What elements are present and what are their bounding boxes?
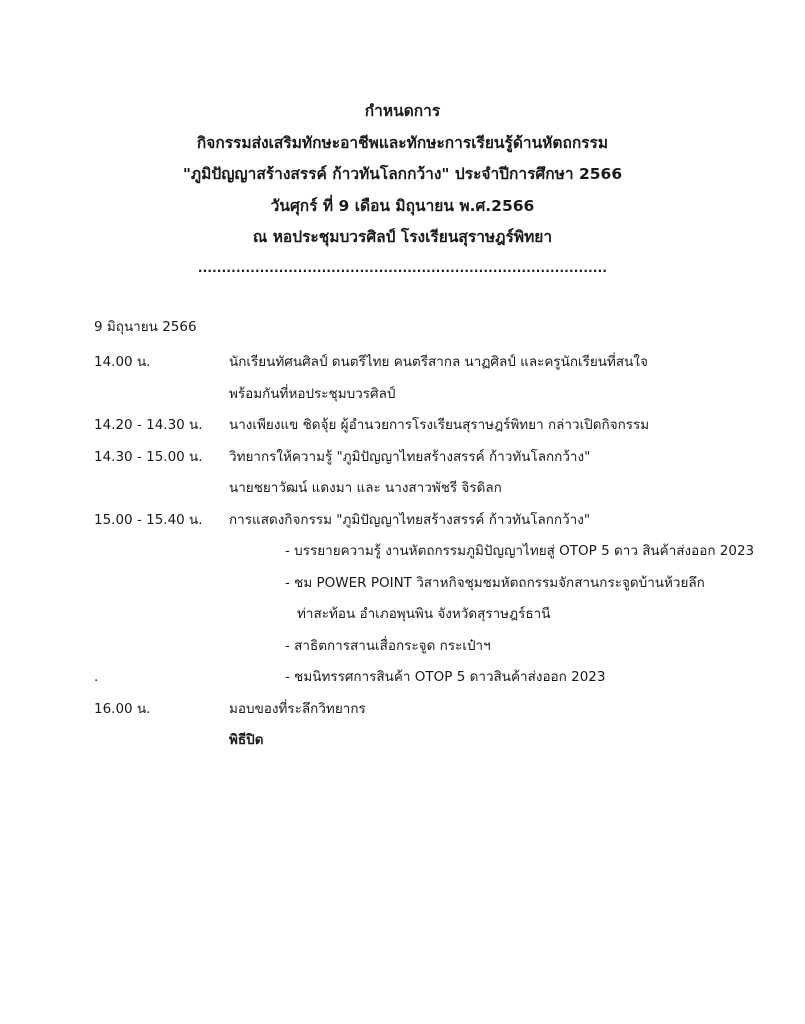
schedule-date: 9 มิถุนายน 2566 bbox=[94, 319, 197, 335]
schedule-details bbox=[229, 347, 774, 410]
schedule-sub-item: - ชมนิทรรศการสินค้า OTOP 5 ดาวสินค้าส่งออก 2023 bbox=[285, 669, 606, 685]
schedule-details bbox=[229, 694, 774, 757]
document-header bbox=[0, 96, 805, 280]
schedule-time: 14.30 - 15.00 น. bbox=[94, 448, 203, 465]
schedule-time: 15.00 - 15.40 น. bbox=[94, 511, 203, 528]
schedule-row bbox=[94, 505, 774, 694]
header-activity: กิจกรรมส่งเสริมทักษะอาชีพและทักษะการเรียนรู้ด้านหัตถกรรม bbox=[196, 133, 609, 152]
schedule-details bbox=[229, 442, 774, 505]
schedule-sub-item-continuation: ท่าสะท้อน อำเภอพุนพิน จังหวัดสุราษฎร์ธานี bbox=[297, 606, 551, 622]
schedule-sub-item: - บรรยายความรู้ งานหัตถกรรมภูมิปัญญาไทยสู่ OTOP 5 ดาว สินค้าส่งออก 2023 bbox=[285, 543, 755, 559]
schedule-time: 16.00 น. bbox=[94, 700, 151, 717]
schedule-detail-line: พร้อมกันที่หอประชุมบวรศิลป์ bbox=[229, 385, 396, 402]
schedule-time: 14.00 น. bbox=[94, 354, 151, 370]
schedule-row bbox=[94, 442, 774, 505]
schedule-row bbox=[94, 347, 774, 410]
closing-ceremony: พิธีปิด bbox=[229, 732, 264, 748]
schedule-time: 14.20 - 14.30 น. bbox=[94, 417, 203, 433]
schedule-details bbox=[229, 410, 774, 442]
schedule-sub-item: - ชม POWER POINT วิสาหกิจชุมชมหัตถกรรมจักสานกระจูดบ้านห้วยลึก bbox=[285, 574, 705, 591]
schedule-detail-line: มอบของที่ระลึกวิทยากร bbox=[229, 700, 366, 717]
header-theme: "ภูมิปัญญาสร้างสรรค์ ก้าวทันโลกกว้าง" ประจำปีการศึกษา 2566 bbox=[182, 165, 623, 183]
schedule-row bbox=[94, 694, 774, 757]
schedule-row bbox=[94, 410, 774, 442]
schedule bbox=[94, 316, 774, 757]
header-divider-dots: ...................................................................................... bbox=[197, 260, 608, 275]
header-date: วันศุกร์ ที่ 9 เดือน มิถุนายน พ.ศ.2566 bbox=[270, 196, 535, 215]
header-title: กำหนดการ bbox=[364, 102, 441, 120]
schedule-detail-line: นางเพียงแข ชิดจุ้ย ผู้อำนวยการโรงเรียนสุราษฎร์พิทยา กล่าวเปิดกิจกรรม bbox=[229, 417, 650, 433]
schedule-detail-line: การแสดงกิจกรรม "ภูมิปัญญาไทยสร้างสรรค์ ก้าวทันโลกกว้าง" bbox=[229, 511, 591, 528]
stray-period-mark: . bbox=[94, 669, 99, 685]
header-venue: ณ หอประชุมบวรศิลป์ โรงเรียนสุราษฎร์พิทยา bbox=[252, 228, 553, 246]
schedule-detail-line: วิทยากรให้ความรู้ "ภูมิปัญญาไทยสร้างสรรค์ ก้าวทันโลกกว้าง" bbox=[229, 448, 591, 465]
schedule-sub-item: - สาธิตการสานเสื่อกระจูด กระเป๋าฯ bbox=[285, 637, 491, 654]
schedule-sub-item-wrap bbox=[94, 662, 774, 694]
schedule-detail-line: นักเรียนทัศนศิลป์ ดนตรีไทย คนตรีสากล นาฏศิลป์ และครูนักเรียนที่สนใจ bbox=[229, 354, 648, 370]
schedule-detail-line: นายชยาวัฒน์ แดงมา และ นางสาวพัชรี จิรดิลก bbox=[229, 480, 502, 496]
